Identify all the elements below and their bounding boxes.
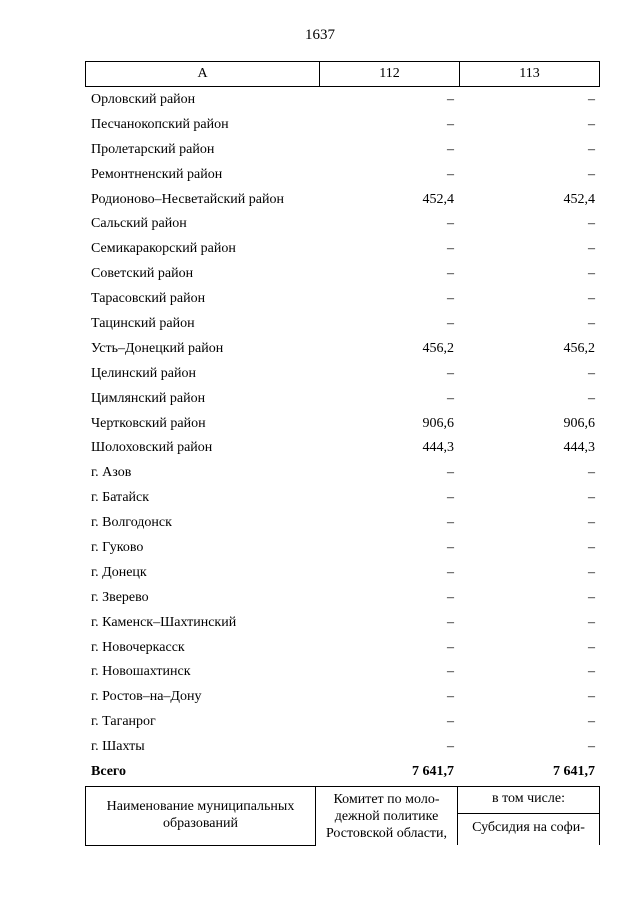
total-row bbox=[85, 759, 600, 784]
municipality-name: Орловский район bbox=[91, 92, 196, 107]
value-113: – bbox=[588, 116, 595, 132]
value-113: – bbox=[588, 241, 595, 257]
municipality-name: г. Волгодонск bbox=[91, 515, 172, 531]
table-row bbox=[85, 386, 600, 411]
value-113: – bbox=[588, 291, 595, 307]
header-including: в том числе: bbox=[458, 787, 600, 814]
municipality-name: Ремонтненский район bbox=[91, 166, 223, 182]
value-112: – bbox=[447, 490, 454, 506]
value-112: – bbox=[447, 266, 454, 282]
value-112: – bbox=[447, 141, 454, 157]
value-112: – bbox=[447, 589, 454, 605]
table-row bbox=[85, 261, 600, 286]
value-112: – bbox=[447, 166, 454, 182]
municipality-name: г. Ростов–на–Дону bbox=[91, 689, 202, 705]
header-youth-committee: Комитет по моло-дежной политике Ростовской области, bbox=[316, 787, 458, 846]
municipality-name: Шолоховский район bbox=[91, 440, 213, 456]
value-112: 444,3 bbox=[422, 440, 454, 456]
table-row bbox=[85, 162, 600, 187]
table-row bbox=[85, 236, 600, 261]
value-112: – bbox=[447, 540, 454, 556]
value-113: – bbox=[588, 490, 595, 506]
value-112: – bbox=[447, 216, 454, 232]
value-112: – bbox=[447, 92, 454, 107]
value-113: – bbox=[588, 664, 595, 680]
value-112: – bbox=[447, 291, 454, 307]
value-112: 452,4 bbox=[422, 191, 454, 207]
municipality-name: г. Донецк bbox=[91, 564, 147, 580]
data-rows bbox=[85, 87, 600, 784]
value-113: – bbox=[588, 390, 595, 406]
value-113: 7 641,7 bbox=[553, 764, 595, 780]
municipality-name: Пролетарский район bbox=[91, 141, 215, 157]
value-112: – bbox=[447, 316, 454, 332]
municipality-name: г. Таганрог bbox=[91, 714, 156, 730]
value-112: – bbox=[447, 116, 454, 132]
value-113: – bbox=[588, 365, 595, 381]
value-112: – bbox=[447, 390, 454, 406]
value-113: – bbox=[588, 166, 595, 182]
municipality-name: Всего bbox=[91, 764, 126, 780]
value-113: – bbox=[588, 465, 595, 481]
value-113: – bbox=[588, 739, 595, 755]
value-113: – bbox=[588, 714, 595, 730]
municipality-name: Тарасовский район bbox=[91, 291, 206, 307]
municipality-name: г. Батайск bbox=[91, 490, 150, 506]
column-header-a: А bbox=[86, 62, 320, 87]
value-113: – bbox=[588, 639, 595, 655]
value-113: – bbox=[588, 689, 595, 705]
table-row bbox=[85, 659, 600, 684]
value-112: – bbox=[447, 564, 454, 580]
table-row bbox=[85, 435, 600, 460]
municipality-name: г. Гуково bbox=[91, 540, 144, 556]
municipality-name: Родионово–Несветайский район bbox=[91, 191, 284, 207]
table-row bbox=[85, 87, 600, 112]
table-row bbox=[85, 137, 600, 162]
value-112: – bbox=[447, 739, 454, 755]
table-row bbox=[85, 411, 600, 436]
municipality-name: Чертковский район bbox=[91, 415, 206, 431]
value-112: – bbox=[447, 714, 454, 730]
value-112: – bbox=[447, 689, 454, 705]
municipality-name: Песчанокопский район bbox=[91, 116, 229, 132]
table-row bbox=[85, 535, 600, 560]
value-113: – bbox=[588, 589, 595, 605]
value-113: – bbox=[588, 141, 595, 157]
municipality-name: Целинский район bbox=[91, 365, 196, 381]
page-number: 1637 bbox=[305, 27, 335, 43]
column-header-table bbox=[85, 61, 600, 87]
column-header-112: 112 bbox=[320, 62, 460, 87]
table-row bbox=[85, 585, 600, 610]
table-row bbox=[85, 635, 600, 660]
value-112: – bbox=[447, 241, 454, 257]
table-row bbox=[85, 485, 600, 510]
municipality-name: г. Новошахтинск bbox=[91, 664, 191, 680]
table-row bbox=[85, 460, 600, 485]
header-municipal-name: Наименование муниципальных образований bbox=[86, 787, 316, 846]
value-113: 452,4 bbox=[563, 191, 595, 207]
table-row bbox=[85, 211, 600, 236]
table-row bbox=[85, 734, 600, 759]
table-row bbox=[85, 286, 600, 311]
table-row bbox=[85, 510, 600, 535]
table-row bbox=[85, 112, 600, 137]
value-113: – bbox=[588, 564, 595, 580]
municipality-name: г. Азов bbox=[91, 465, 132, 481]
municipality-name: г. Новочеркасск bbox=[91, 639, 185, 655]
value-113: – bbox=[588, 92, 595, 107]
value-113: – bbox=[588, 216, 595, 232]
value-113: – bbox=[588, 266, 595, 282]
municipality-name: г. Шахты bbox=[91, 739, 145, 755]
value-113: 456,2 bbox=[563, 340, 595, 356]
table-row bbox=[85, 361, 600, 386]
municipality-name: Цимлянский район bbox=[91, 390, 206, 406]
municipality-name: Семикаракорский район bbox=[91, 241, 236, 257]
value-113: – bbox=[588, 614, 595, 630]
value-113: 444,3 bbox=[563, 440, 595, 456]
municipality-name: Усть–Донецкий район bbox=[91, 340, 224, 356]
municipality-name: Тацинский район bbox=[91, 316, 195, 332]
table-row bbox=[85, 709, 600, 734]
table-row bbox=[85, 311, 600, 336]
value-112: – bbox=[447, 365, 454, 381]
column-header-113: 113 bbox=[460, 62, 600, 87]
table-row bbox=[85, 336, 600, 361]
header-subsidy: Субсидия на софи- bbox=[458, 814, 600, 846]
value-112: – bbox=[447, 465, 454, 481]
value-113: – bbox=[588, 540, 595, 556]
value-112: 456,2 bbox=[422, 340, 454, 356]
table-row bbox=[85, 187, 600, 212]
value-112: – bbox=[447, 639, 454, 655]
value-112: – bbox=[447, 614, 454, 630]
next-table-header bbox=[85, 786, 600, 846]
value-112: – bbox=[447, 515, 454, 531]
value-112: 7 641,7 bbox=[412, 764, 454, 780]
table-row bbox=[85, 684, 600, 709]
value-112: 906,6 bbox=[422, 415, 454, 431]
municipality-name: Советский район bbox=[91, 266, 194, 282]
table-row bbox=[85, 610, 600, 635]
value-112: – bbox=[447, 664, 454, 680]
municipality-name: г. Зверево bbox=[91, 589, 149, 605]
value-113: – bbox=[588, 316, 595, 332]
municipality-name: г. Каменск–Шахтинский bbox=[91, 614, 237, 630]
value-113: 906,6 bbox=[563, 415, 595, 431]
value-113: – bbox=[588, 515, 595, 531]
table-row bbox=[85, 560, 600, 585]
municipality-name: Сальский район bbox=[91, 216, 187, 232]
